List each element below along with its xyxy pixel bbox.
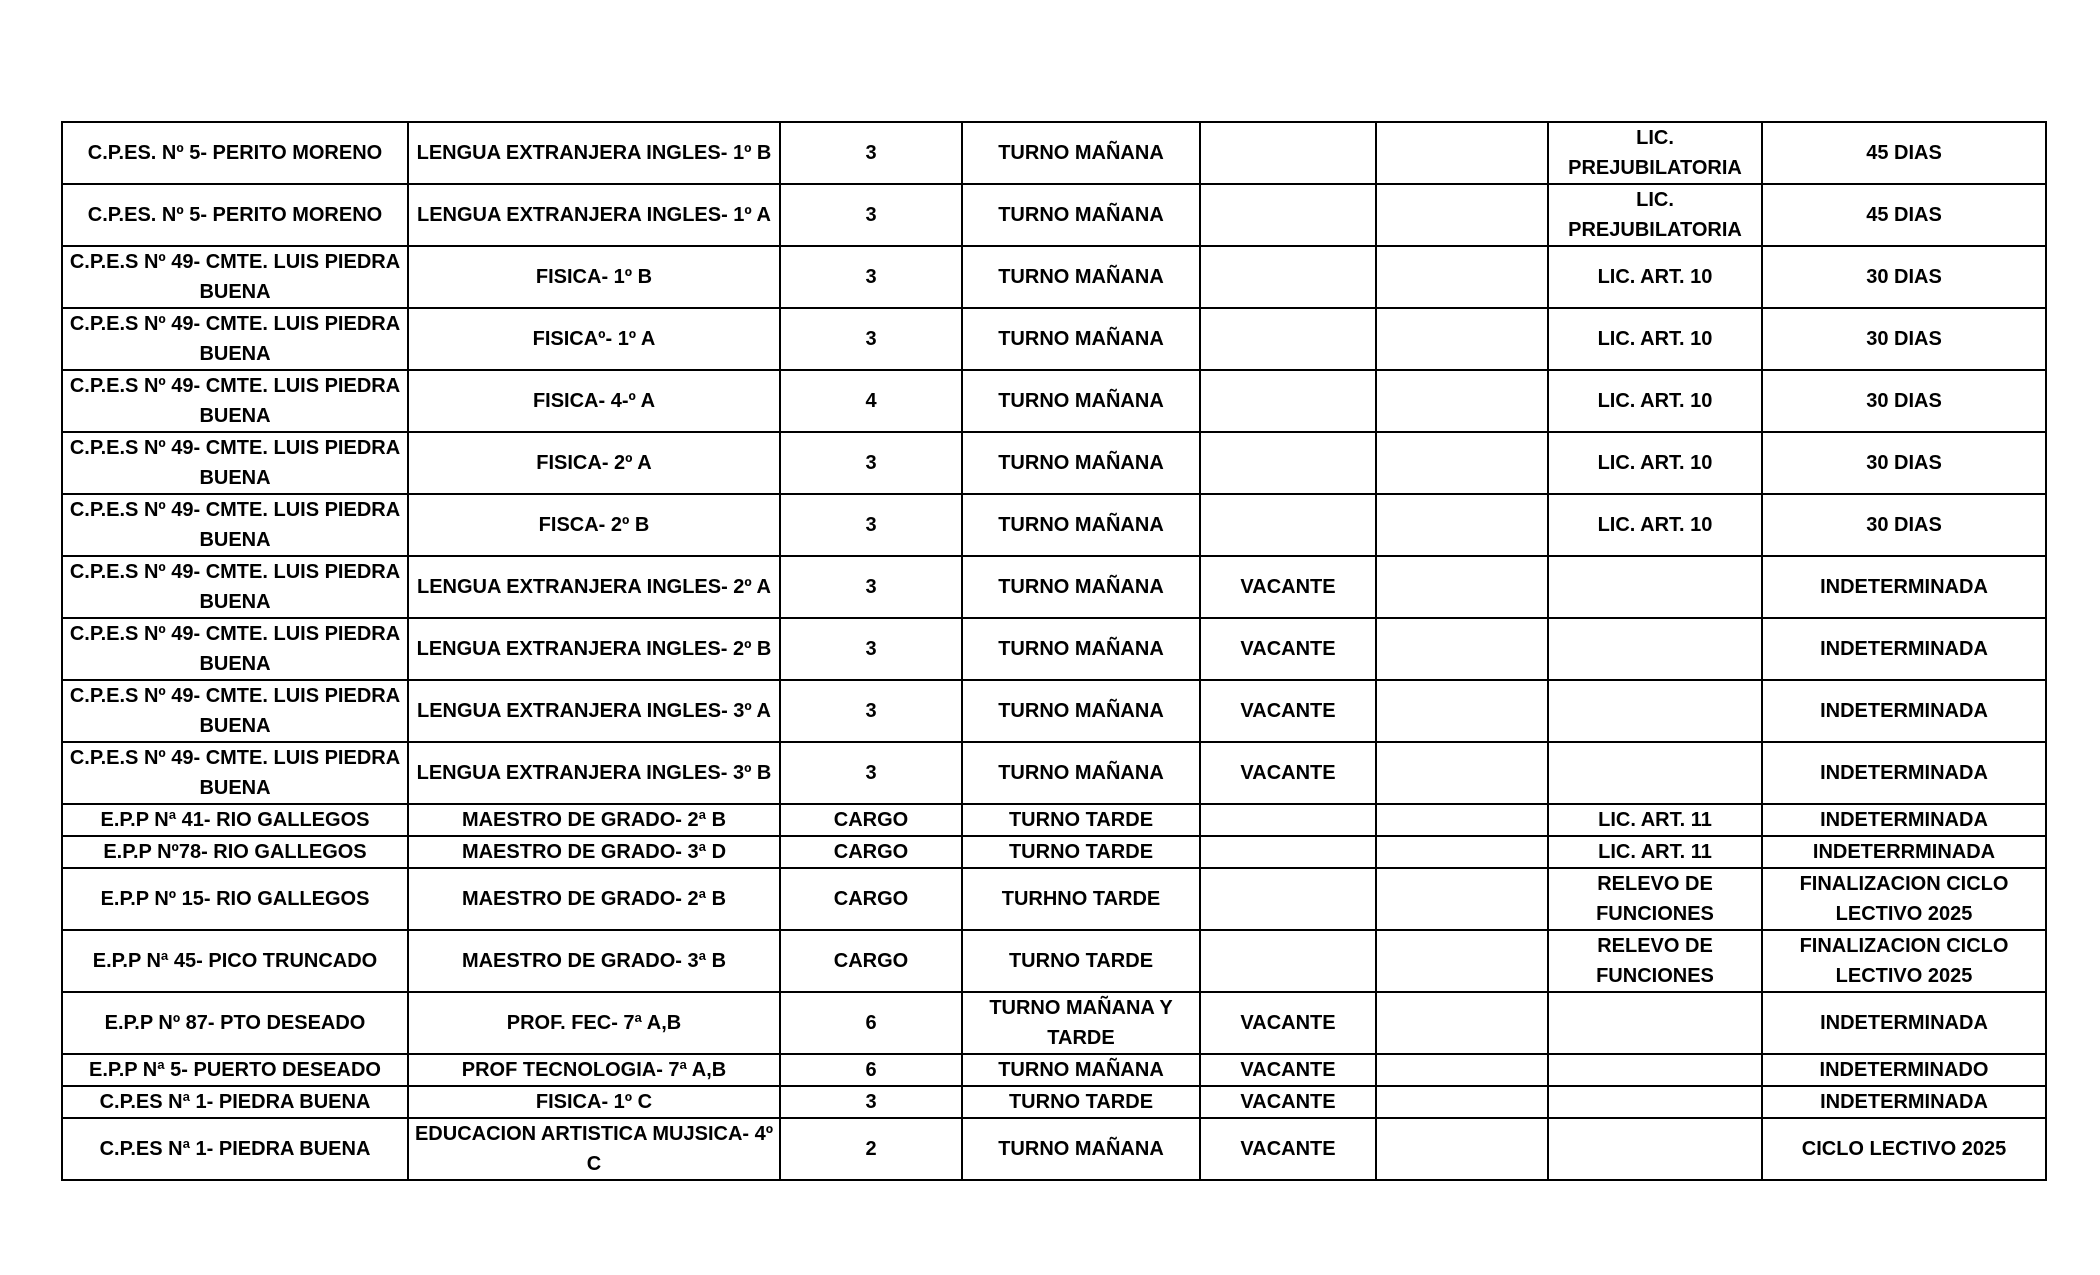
duration-cell: INDETERMINADA xyxy=(1762,556,2046,618)
vacancy-cell xyxy=(1200,836,1376,868)
subject-cell: EDUCACION ARTISTICA MUJSICA- 4º C xyxy=(408,1118,780,1180)
duration-cell: FINALIZACION CICLO LECTIVO 2025 xyxy=(1762,930,2046,992)
empty-cell xyxy=(1376,432,1548,494)
shift-cell: TURNO MAÑANA xyxy=(962,556,1200,618)
subject-cell: FISICA- 1º C xyxy=(408,1086,780,1118)
table-row xyxy=(62,742,2046,804)
shift-cell: TURNO MAÑANA xyxy=(962,246,1200,308)
table-row xyxy=(62,992,2046,1054)
leave-type-cell: LIC. ART. 11 xyxy=(1548,836,1762,868)
duration-cell: 30 DIAS xyxy=(1762,370,2046,432)
empty-cell xyxy=(1376,868,1548,930)
empty-cell xyxy=(1376,246,1548,308)
shift-cell: TURNO MAÑANA xyxy=(962,184,1200,246)
subject-cell: FISCA- 2º B xyxy=(408,494,780,556)
vacancy-cell: VACANTE xyxy=(1200,680,1376,742)
shift-cell: TURNO MAÑANA xyxy=(962,432,1200,494)
vacancy-cell xyxy=(1200,246,1376,308)
leave-type-cell xyxy=(1548,618,1762,680)
hours-cell: 3 xyxy=(780,1086,962,1118)
duration-cell: 30 DIAS xyxy=(1762,432,2046,494)
duration-cell: INDETERRMINADA xyxy=(1762,836,2046,868)
leave-type-cell: LIC. ART. 10 xyxy=(1548,308,1762,370)
leave-type-cell: LIC. ART. 10 xyxy=(1548,494,1762,556)
vacancy-cell: VACANTE xyxy=(1200,1118,1376,1180)
hours-cell: 3 xyxy=(780,680,962,742)
vacancy-cell: VACANTE xyxy=(1200,556,1376,618)
school-cell: C.P.E.S Nº 49- CMTE. LUIS PIEDRA BUENA xyxy=(62,556,408,618)
vacancy-cell: VACANTE xyxy=(1200,1054,1376,1086)
subject-cell: FISICA- 1º B xyxy=(408,246,780,308)
leave-type-cell xyxy=(1548,742,1762,804)
hours-cell: 3 xyxy=(780,246,962,308)
duration-cell: 45 DIAS xyxy=(1762,122,2046,184)
school-cell: C.P.ES Nª 1- PIEDRA BUENA xyxy=(62,1118,408,1180)
leave-type-cell xyxy=(1548,556,1762,618)
school-cell: E.P.P Nº 87- PTO DESEADO xyxy=(62,992,408,1054)
subject-cell: LENGUA EXTRANJERA INGLES- 1º B xyxy=(408,122,780,184)
hours-cell: CARGO xyxy=(780,930,962,992)
hours-cell: 3 xyxy=(780,618,962,680)
hours-cell: 4 xyxy=(780,370,962,432)
hours-cell: 3 xyxy=(780,122,962,184)
duration-cell: INDETERMINADA xyxy=(1762,742,2046,804)
duration-cell: 45 DIAS xyxy=(1762,184,2046,246)
leave-type-cell: RELEVO DE FUNCIONES xyxy=(1548,930,1762,992)
subject-cell: MAESTRO DE GRADO- 3ª B xyxy=(408,930,780,992)
duration-cell: INDETERMINADA xyxy=(1762,992,2046,1054)
vacancy-cell xyxy=(1200,494,1376,556)
table-row xyxy=(62,432,2046,494)
duration-cell: INDETERMINADA xyxy=(1762,804,2046,836)
shift-cell: TURNO MAÑANA xyxy=(962,370,1200,432)
empty-cell xyxy=(1376,1118,1548,1180)
hours-cell: 6 xyxy=(780,992,962,1054)
empty-cell xyxy=(1376,1054,1548,1086)
school-cell: E.P.P Nº 15- RIO GALLEGOS xyxy=(62,868,408,930)
vacancy-cell: VACANTE xyxy=(1200,742,1376,804)
school-cell: C.P.ES. Nº 5- PERITO MORENO xyxy=(62,122,408,184)
hours-cell: 3 xyxy=(780,494,962,556)
subject-cell: LENGUA EXTRANJERA INGLES- 2º B xyxy=(408,618,780,680)
school-cell: C.P.ES Nª 1- PIEDRA BUENA xyxy=(62,1086,408,1118)
duration-cell: FINALIZACION CICLO LECTIVO 2025 xyxy=(1762,868,2046,930)
school-cell: C.P.E.S Nº 49- CMTE. LUIS PIEDRA BUENA xyxy=(62,618,408,680)
subject-cell: LENGUA EXTRANJERA INGLES- 3º A xyxy=(408,680,780,742)
leave-type-cell xyxy=(1548,1054,1762,1086)
school-cell: C.P.E.S Nº 49- CMTE. LUIS PIEDRA BUENA xyxy=(62,742,408,804)
table-row xyxy=(62,804,2046,836)
duration-cell: 30 DIAS xyxy=(1762,494,2046,556)
leave-type-cell: LIC. PREJUBILATORIA xyxy=(1548,184,1762,246)
vacancy-cell xyxy=(1200,930,1376,992)
school-cell: E.P.P Nª 5- PUERTO DESEADO xyxy=(62,1054,408,1086)
vacancy-cell xyxy=(1200,308,1376,370)
subject-cell: LENGUA EXTRANJERA INGLES- 2º A xyxy=(408,556,780,618)
leave-type-cell: RELEVO DE FUNCIONES xyxy=(1548,868,1762,930)
vacancy-cell xyxy=(1200,370,1376,432)
hours-cell: CARGO xyxy=(780,804,962,836)
empty-cell xyxy=(1376,618,1548,680)
empty-cell xyxy=(1376,836,1548,868)
hours-cell: 6 xyxy=(780,1054,962,1086)
shift-cell: TURNO MAÑANA xyxy=(962,122,1200,184)
subject-cell: FISICAº- 1º A xyxy=(408,308,780,370)
table-row xyxy=(62,1054,2046,1086)
vacancies-table xyxy=(61,121,2047,1181)
school-cell: E.P.P Nª 41- RIO GALLEGOS xyxy=(62,804,408,836)
shift-cell: TURNO MAÑANA xyxy=(962,618,1200,680)
subject-cell: FISICA- 2º A xyxy=(408,432,780,494)
table-row xyxy=(62,122,2046,184)
table-row xyxy=(62,184,2046,246)
school-cell: E.P.P Nª 45- PICO TRUNCADO xyxy=(62,930,408,992)
vacancy-cell xyxy=(1200,432,1376,494)
duration-cell: 30 DIAS xyxy=(1762,308,2046,370)
school-cell: C.P.E.S Nº 49- CMTE. LUIS PIEDRA BUENA xyxy=(62,370,408,432)
leave-type-cell xyxy=(1548,992,1762,1054)
hours-cell: CARGO xyxy=(780,836,962,868)
vacancy-cell: VACANTE xyxy=(1200,618,1376,680)
subject-cell: LENGUA EXTRANJERA INGLES- 1º A xyxy=(408,184,780,246)
empty-cell xyxy=(1376,930,1548,992)
empty-cell xyxy=(1376,742,1548,804)
shift-cell: TURNO MAÑANA xyxy=(962,742,1200,804)
shift-cell: TURNO TARDE xyxy=(962,804,1200,836)
shift-cell: TURNO MAÑANA xyxy=(962,1118,1200,1180)
table-row xyxy=(62,1086,2046,1118)
hours-cell: 2 xyxy=(780,1118,962,1180)
empty-cell xyxy=(1376,1086,1548,1118)
empty-cell xyxy=(1376,804,1548,836)
empty-cell xyxy=(1376,556,1548,618)
subject-cell: LENGUA EXTRANJERA INGLES- 3º B xyxy=(408,742,780,804)
duration-cell: CICLO LECTIVO 2025 xyxy=(1762,1118,2046,1180)
shift-cell: TURNO MAÑANA xyxy=(962,680,1200,742)
shift-cell: TURNO TARDE xyxy=(962,1086,1200,1118)
school-cell: C.P.E.S Nº 49- CMTE. LUIS PIEDRA BUENA xyxy=(62,246,408,308)
shift-cell: TURNO MAÑANA xyxy=(962,308,1200,370)
hours-cell: CARGO xyxy=(780,868,962,930)
subject-cell: PROF TECNOLOGIA- 7ª A,B xyxy=(408,1054,780,1086)
hours-cell: 3 xyxy=(780,556,962,618)
leave-type-cell: LIC. ART. 10 xyxy=(1548,246,1762,308)
leave-type-cell xyxy=(1548,1086,1762,1118)
leave-type-cell: LIC. PREJUBILATORIA xyxy=(1548,122,1762,184)
empty-cell xyxy=(1376,680,1548,742)
empty-cell xyxy=(1376,370,1548,432)
school-cell: C.P.E.S Nº 49- CMTE. LUIS PIEDRA BUENA xyxy=(62,432,408,494)
table-row xyxy=(62,868,2046,930)
vacancy-cell xyxy=(1200,122,1376,184)
empty-cell xyxy=(1376,992,1548,1054)
school-cell: E.P.P Nº78- RIO GALLEGOS xyxy=(62,836,408,868)
school-cell: C.P.ES. Nº 5- PERITO MORENO xyxy=(62,184,408,246)
table-row xyxy=(62,618,2046,680)
table-row xyxy=(62,836,2046,868)
empty-cell xyxy=(1376,308,1548,370)
shift-cell: TURNO MAÑANA xyxy=(962,1054,1200,1086)
table-row xyxy=(62,494,2046,556)
table-row xyxy=(62,370,2046,432)
hours-cell: 3 xyxy=(780,432,962,494)
school-cell: C.P.E.S Nº 49- CMTE. LUIS PIEDRA BUENA xyxy=(62,308,408,370)
subject-cell: PROF. FEC- 7ª A,B xyxy=(408,992,780,1054)
empty-cell xyxy=(1376,494,1548,556)
shift-cell: TURNO TARDE xyxy=(962,836,1200,868)
empty-cell xyxy=(1376,122,1548,184)
table-row xyxy=(62,556,2046,618)
school-cell: C.P.E.S Nº 49- CMTE. LUIS PIEDRA BUENA xyxy=(62,680,408,742)
duration-cell: INDETERMINADO xyxy=(1762,1054,2046,1086)
vacancy-cell: VACANTE xyxy=(1200,1086,1376,1118)
vacancy-cell xyxy=(1200,184,1376,246)
duration-cell: 30 DIAS xyxy=(1762,246,2046,308)
hours-cell: 3 xyxy=(780,184,962,246)
shift-cell: TURHNO TARDE xyxy=(962,868,1200,930)
leave-type-cell: LIC. ART. 10 xyxy=(1548,432,1762,494)
leave-type-cell: LIC. ART. 11 xyxy=(1548,804,1762,836)
hours-cell: 3 xyxy=(780,742,962,804)
duration-cell: INDETERMINADA xyxy=(1762,680,2046,742)
vacancy-cell xyxy=(1200,868,1376,930)
shift-cell: TURNO MAÑANA Y TARDE xyxy=(962,992,1200,1054)
table-body xyxy=(62,122,2046,1180)
table-row xyxy=(62,1118,2046,1180)
school-cell: C.P.E.S Nº 49- CMTE. LUIS PIEDRA BUENA xyxy=(62,494,408,556)
subject-cell: FISICA- 4-º A xyxy=(408,370,780,432)
subject-cell: MAESTRO DE GRADO- 2ª B xyxy=(408,804,780,836)
hours-cell: 3 xyxy=(780,308,962,370)
vacancy-cell xyxy=(1200,804,1376,836)
duration-cell: INDETERMINADA xyxy=(1762,1086,2046,1118)
table-row xyxy=(62,930,2046,992)
leave-type-cell xyxy=(1548,680,1762,742)
leave-type-cell xyxy=(1548,1118,1762,1180)
vacancy-cell: VACANTE xyxy=(1200,992,1376,1054)
table-row xyxy=(62,308,2046,370)
subject-cell: MAESTRO DE GRADO- 3ª D xyxy=(408,836,780,868)
subject-cell: MAESTRO DE GRADO- 2ª B xyxy=(408,868,780,930)
duration-cell: INDETERMINADA xyxy=(1762,618,2046,680)
table-row xyxy=(62,246,2046,308)
table-row xyxy=(62,680,2046,742)
empty-cell xyxy=(1376,184,1548,246)
shift-cell: TURNO MAÑANA xyxy=(962,494,1200,556)
leave-type-cell: LIC. ART. 10 xyxy=(1548,370,1762,432)
shift-cell: TURNO TARDE xyxy=(962,930,1200,992)
